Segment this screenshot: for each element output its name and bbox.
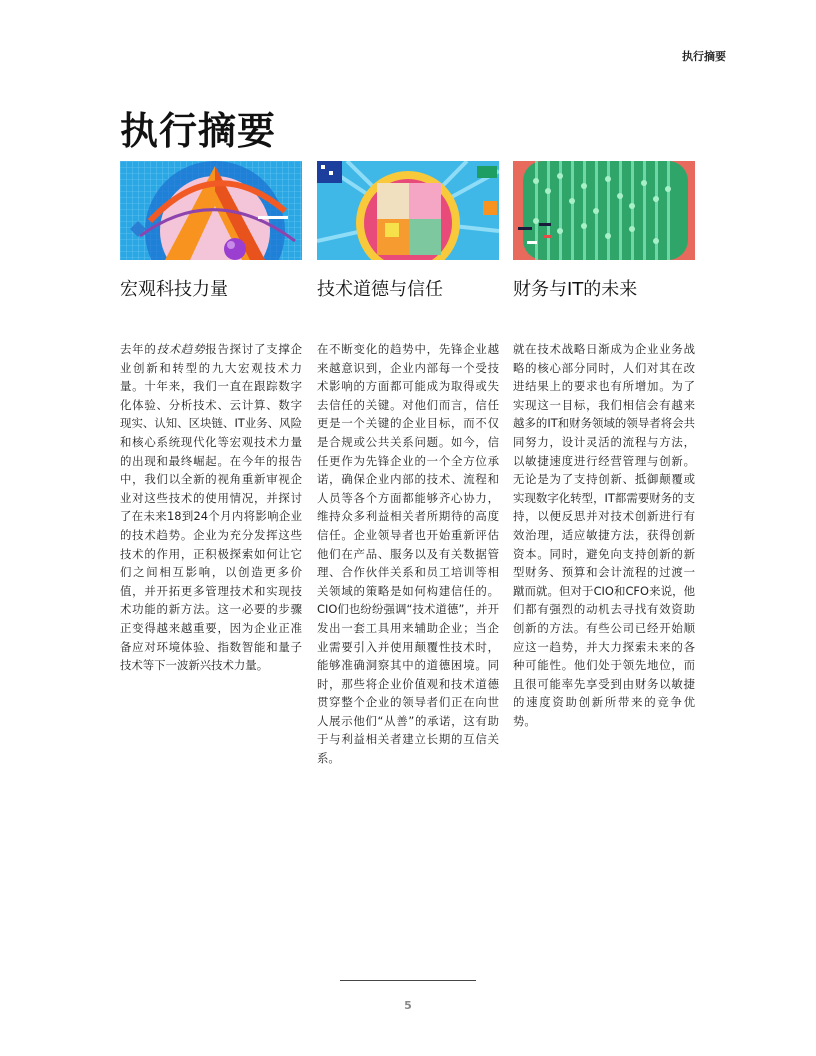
body-text-lead: 去年的 (120, 342, 157, 356)
footer-divider (340, 980, 476, 981)
column-ethics-trust (317, 161, 499, 768)
macro-forces-illustration (120, 161, 302, 260)
body-text: 报告探讨了支撑企业创新和转型的九大宏观技术力量。十年来，我们一直在跟踪数字化体验、分析技术、云计算、数字现实、认知、区块链、IT业务、风险和核心系统现代化等宏观技术力量的出现和最终崛起。在今年的报告中，我们以全新的视角重新审视企业对这些技术的使用情况，并探讨了在未来18到24个月内将影响企业的技术趋势。企业为充分发挥这些技术的作用，正积极探索如何让它们之间相互影响，以创造更多价值，并开拓更多管理技术和实现技术功能的新方法。这一必要的步骤正变得越来越重要，因为企业正准备应对环境体验、指数智能和量子技术等下一波新兴技术力量。 (120, 342, 302, 673)
page-title: 执行摘要 (120, 109, 277, 153)
ethics-trust-illustration (317, 161, 499, 260)
column-finance-it (513, 161, 695, 730)
column-heading: 技术道德与信任 (317, 279, 443, 300)
column-body (120, 340, 302, 675)
page-number: 5 (404, 999, 412, 1012)
column-heading: 财务与IT的未来 (513, 279, 638, 300)
finance-it-illustration (513, 161, 695, 260)
column-heading: 宏观科技力量 (120, 279, 228, 300)
running-header: 执行摘要 (682, 50, 726, 63)
report-title-italic: 技术趋势 (156, 342, 206, 356)
column-body: 就在技术战略日渐成为企业业务战略的核心部分同时，人们对其在改进结果上的要求也有所增加。为了实现这一目标，我们相信会有越来越多的IT和财务领域的领导者将会共同努力，设计灵活的流程与方法，以敏捷速度进行经营管理与创新。无论是为了支持创新、抵御颠覆或实现数字化转型，IT都需要财务的支持，以便反思并对技术创新进行有效治理，适应敏捷方法，获得创新资本。同时，避免向支持创新的新型财务、预算和会计流程的过渡一蹴而就。但对于CIO和CFO来说，他们都有强烈的动机去寻找有效资助创新的方法。有些公司已经开始顺应这一趋势，并大力探索未来的各种可能性。他们处于领先地位，而且很可能率先享受到由财务以敏捷的速度资助创新所带来的竞争优势。 (513, 342, 695, 728)
column-macro-forces (120, 161, 302, 675)
column-body: 在不断变化的趋势中，先锋企业越来越意识到，企业内部每一个受技术影响的方面都可能成为取得或失去信任的关键。对他们而言，信任更是一个关键的企业目标，而不仅是合规或公共关系问题。如今，信任更作为先锋企业的一个全方位承诺，确保企业内部的技术、流程和人员等各个方面都能够齐心协力，维持众多利益相关者所期待的高度信任。企业领导者也开始重新评估他们在产品、服务以及有关数据管理、合作伙伴关系和员工培训等相关领域的策略是如何构建信任的。CIO们也纷纷强调“技术道德”，并开发出一套工具用来辅助企业；当企业需要引入并使用颠覆性技术时，能够准确洞察其中的道德困境。同时，那些将企业价值观和技术道德贯穿整个企业的领导者们正在向世人展示他们“从善”的承诺，这有助于与利益相关者建立长期的互信关系。 (317, 342, 499, 766)
